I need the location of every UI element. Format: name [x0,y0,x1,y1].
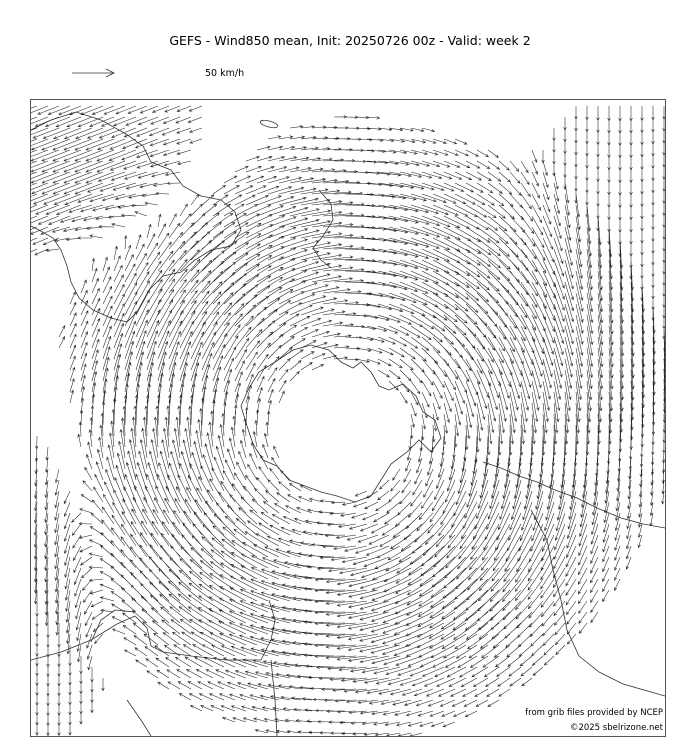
copyright-credit: ©2025 sbelrizone.net [569,723,663,733]
wind-map [30,99,666,737]
wind-arrow-field [31,106,665,736]
wind-reference-arrow-icon [70,66,120,80]
island-outline [260,119,279,129]
coastlines [31,112,665,736]
coast-bottom-left [127,700,151,736]
map-title: GEFS - Wind850 mean, Init: 20250726 00z - Valid: week 2 [169,33,531,48]
wind-map-canvas [31,100,665,736]
new-zealand-coastline [531,510,665,696]
wind-reference-label: 50 km/h [205,68,245,79]
coast-bottom [271,660,277,736]
australia-coastline [483,462,665,528]
wind-vectors [31,106,665,736]
data-source-credit: from grib files provided by NCEP [525,708,663,718]
antarctica-coastline [241,345,441,502]
